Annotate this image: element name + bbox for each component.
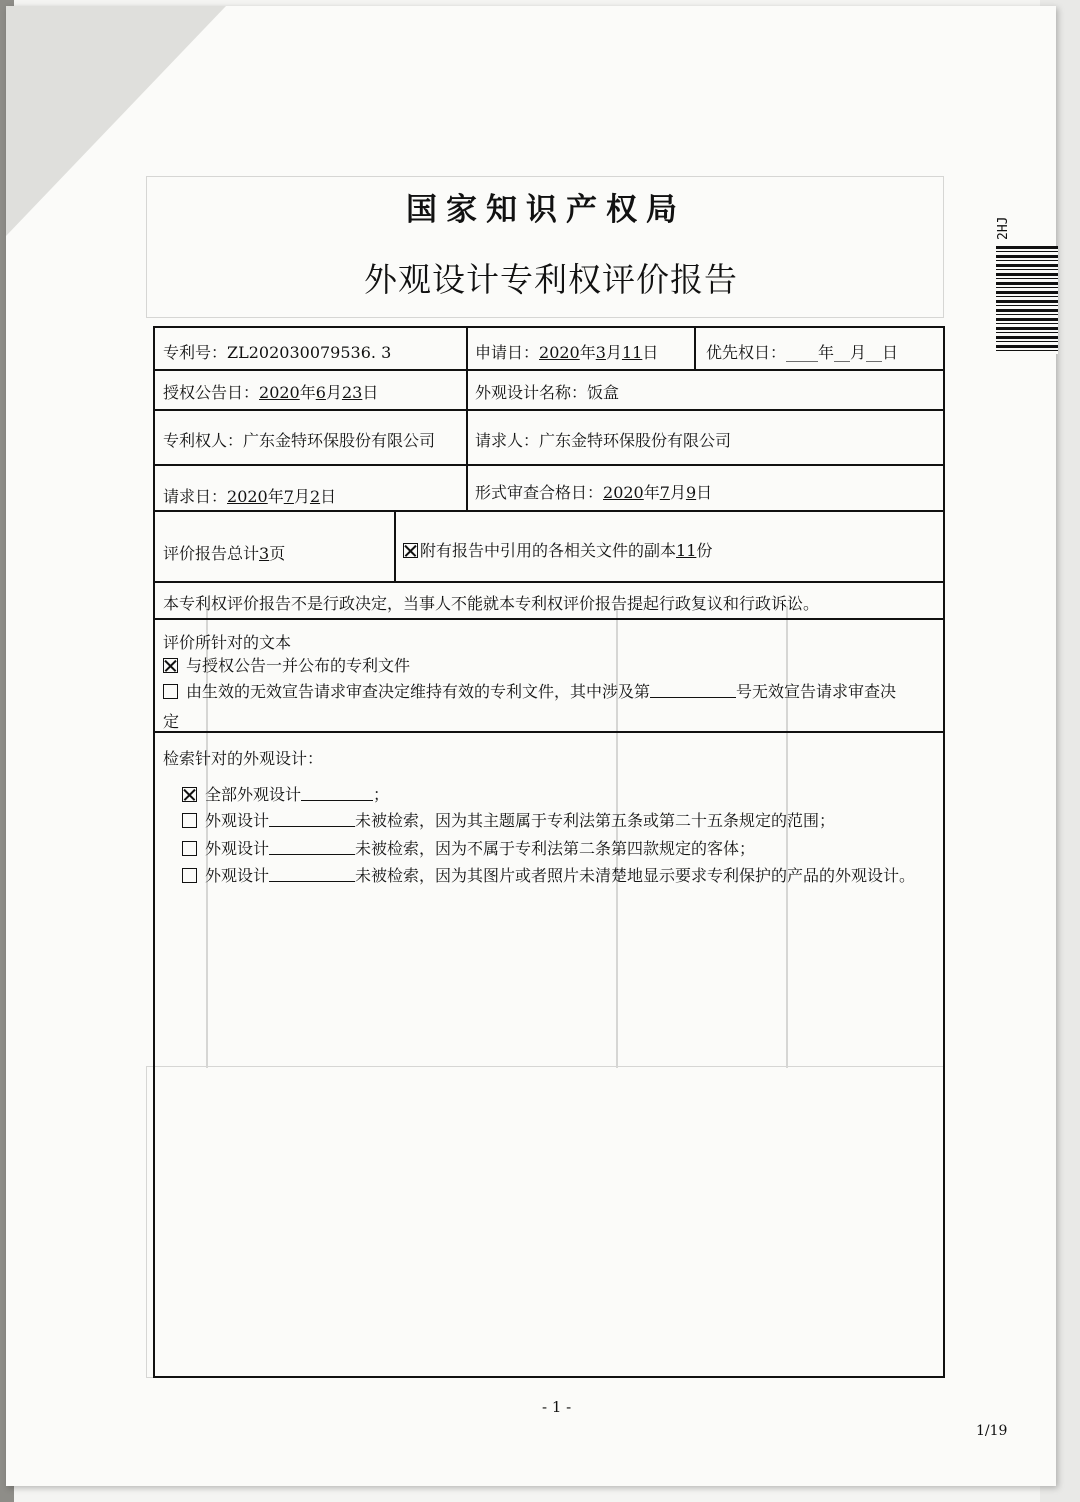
search-option-not-object: 外观设计 未被检索，因为不属于专利法第二条第四款规定的客体； [182,836,755,859]
grant-publication-date: 授权公告日：2020年6月23日 [163,383,379,402]
issuing-authority: 国家知识产权局 [406,192,686,228]
patent-number: 专利号：ZL202030079536. 3 [163,343,392,362]
report-form [153,326,945,1378]
barcode-label: 2HJ [996,216,1011,240]
report-title: 外观设计专利权评价报告 [364,260,738,299]
application-date: 申请日：2020年3月11日 [475,343,659,362]
search-option-unclear-images: 外观设计 未被检索，因为其图片或者照片未清楚地显示要求专利保护的产品的外观设计。 [182,863,915,886]
report-page-count: 评价报告总计3页 [163,544,286,563]
text-option-invalidation: 由生效的无效宣告请求审查决定维持有效的专利文件，其中涉及第 号无效宣告请求审查决 [163,679,896,702]
checked-checkbox [163,658,178,673]
page-number: - 1 - [542,1398,572,1416]
attached-copies: 附有报告中引用的各相关文件的副本11份 [403,538,712,561]
search-option-excluded-subject: 外观设计 未被检索，因为其主题属于专利法第五条或第二十五条规定的范围； [182,808,835,831]
document-page [6,6,1056,1486]
search-option-all: 全部外观设计 ； [182,782,389,805]
request-date: 请求日：2020年7月2日 [163,487,337,506]
patentee: 专利权人：广东金特环保股份有限公司 [163,431,436,450]
text-option-invalidation-tail: 定 [163,712,180,731]
priority-date: 优先权日：____年__月__日 [706,343,899,362]
search-section-heading: 检索针对的外观设计： [163,749,324,768]
checked-checkbox [182,787,197,802]
legal-notice: 本专利权评价报告不是行政决定，当事人不能就本专利权评价报告提起行政复议和行政诉讼。 [163,594,820,613]
empty-checkbox [182,813,197,828]
empty-checkbox [182,868,197,883]
design-name: 外观设计名称：饭盒 [475,383,620,402]
page-counter: 1/19 [976,1423,1008,1439]
formal-review-date: 形式审查合格日：2020年7月9日 [475,483,713,502]
requester: 请求人：广东金特环保股份有限公司 [475,431,732,450]
text-section-heading: 评价所针对的文本 [163,633,292,652]
empty-checkbox [182,841,197,856]
attached-copies-checkbox [403,543,418,558]
barcode [996,246,1058,354]
empty-checkbox [163,684,178,699]
text-option-granted: 与授权公告一并公布的专利文件 [163,653,410,676]
